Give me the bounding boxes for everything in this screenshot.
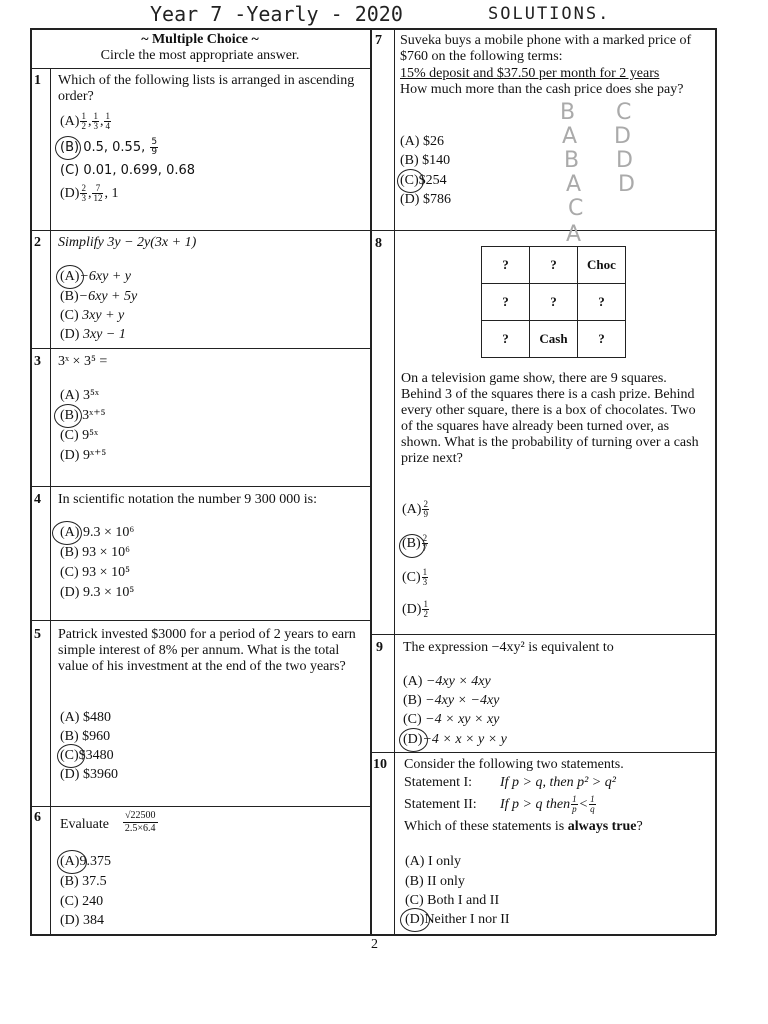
- statement-1-label: Statement I:: [404, 775, 473, 790]
- grid-cell: ?: [482, 284, 530, 321]
- option-c: (C) −4 × xy × xy: [403, 712, 500, 727]
- option-b: (B) $\frac{2}{7}$: [402, 533, 428, 554]
- margin-note: A: [562, 124, 578, 149]
- fraction: $\frac{1}{p}$: [572, 794, 577, 815]
- fraction: $\frac{1}{4}$: [105, 111, 110, 132]
- option-d: (D)−4 × x × y × y: [403, 732, 507, 747]
- question-prompt: In scientific notation the number 9 300 000 is:: [58, 492, 317, 507]
- margin-note: D: [614, 124, 631, 149]
- table-border-left: [30, 28, 32, 935]
- row-separator: [30, 486, 370, 487]
- question-number: 6: [34, 810, 41, 825]
- expression-fraction: √22500 2.5×6.4: [124, 810, 156, 834]
- option-a: (A) $\frac{1}{2}$ , $\frac{1}{3}$ , $\frac{1}{4}$: [60, 111, 110, 132]
- question-number: 9: [376, 640, 383, 655]
- option-a: (A) 9.3 × 10⁶: [60, 525, 135, 540]
- option-c: (C) 93 × 10⁵: [60, 565, 130, 580]
- option-c: [60, 161, 195, 180]
- margin-note: A: [566, 172, 582, 197]
- fraction: $\frac{1}{3}$: [422, 567, 428, 588]
- question-prompt: On a television game show, there are 9 squares. Behind 3 of the squares there is a cash prize. Behind every other square, there is a box of chocolates. Two of the squares have already been turned over, as shown. What is the probability of turning over a cash prize next?: [401, 371, 699, 466]
- grid-cell: ?: [530, 247, 578, 284]
- option-a: (A) $\frac{2}{9}$: [402, 499, 428, 520]
- grid-cell: Cash: [530, 321, 578, 358]
- row-separator: [30, 230, 370, 231]
- left-number-divider: [50, 68, 51, 934]
- row-separator: [370, 752, 716, 753]
- question-number: 1: [34, 73, 41, 88]
- option-a: (A) $480: [60, 710, 111, 725]
- grid-cell: ?: [530, 284, 578, 321]
- question-prompt: Patrick invested $3000 for a period of 2 years to earn simple interest of 8% per annum. What is the total value of his investment at the end of the two years?: [58, 627, 356, 674]
- row-separator: [30, 806, 370, 807]
- fraction: $\frac{2}{7}$: [422, 533, 428, 554]
- option-d: (D) 3xy − 1: [60, 327, 126, 342]
- answer-circle: [56, 265, 84, 289]
- question-prompt: 3ˣ × 3⁵ =: [58, 354, 108, 369]
- question-prompt: Consider the following two statements.: [404, 757, 624, 772]
- question-prompt: Which of the following lists is arranged in ascending order?: [58, 73, 355, 104]
- answer-circle: [57, 744, 85, 768]
- question-number: 2: [34, 235, 41, 250]
- row-separator: [370, 230, 716, 231]
- option-b: (B) $960: [60, 729, 111, 744]
- option-c: (C) 3xy + y: [60, 308, 125, 323]
- question-prompt-2: Which of these statements is always true?: [404, 819, 643, 834]
- row-separator: [370, 634, 716, 635]
- fraction: $\frac{5}{9}$: [151, 137, 158, 157]
- margin-note: B: [560, 100, 576, 125]
- option-c: (C)$3480: [60, 748, 114, 763]
- option-a: (A)−6xy + y: [60, 269, 131, 284]
- option-d: (D) 9ˣ⁺⁵: [60, 448, 107, 463]
- table-border-bottom: [30, 934, 716, 936]
- center-divider: [370, 28, 372, 935]
- option-b: (B)−6xy + 5y: [60, 289, 138, 304]
- question-prompt-2: How much more than the cash price does she pay?: [400, 82, 684, 97]
- margin-note: C: [616, 100, 632, 125]
- option-text: 0.5, 0.55,: [83, 140, 146, 155]
- margin-note: A: [566, 222, 582, 247]
- page-subtitle: SOLUTIONS.: [488, 4, 611, 24]
- option-letter: (C): [60, 163, 80, 178]
- margin-note: B: [564, 148, 580, 173]
- statement-2-label: Statement II:: [404, 797, 477, 812]
- option-d: (D)Neither I nor II: [405, 912, 510, 927]
- answer-circle: [397, 169, 424, 193]
- question-prompt: Suveka buys a mobile phone with a marked price of $760 on the following terms:: [400, 33, 692, 64]
- question-terms: 15% deposit and $37.50 per month for 2 years: [400, 66, 660, 81]
- option-d: (D) $3960: [60, 767, 118, 782]
- fraction: $\frac{2}{3}$: [81, 183, 86, 204]
- answer-circle: [54, 404, 82, 428]
- margin-note: C: [568, 196, 584, 221]
- option-d: (D) 9.3 × 10⁵: [60, 585, 135, 600]
- question-number: 8: [375, 236, 382, 251]
- question-number: 3: [34, 354, 41, 369]
- question-prompt: Simplify 3y − 2y(3x + 1): [58, 235, 197, 250]
- grid-cell: ?: [578, 284, 626, 321]
- row-separator: [30, 68, 370, 69]
- option-b: (B) $140: [400, 153, 451, 168]
- margin-note: D: [616, 148, 633, 173]
- option-b: (B) 93 × 10⁶: [60, 545, 130, 560]
- fraction: $\frac{1}{2}$: [81, 111, 86, 132]
- option-d: (D) $\frac{2}{3}$ , $\frac{7}{12}$ , 1: [60, 183, 119, 204]
- option-b: (B) 37.5: [60, 874, 107, 889]
- option-d: (D) $\frac{1}{2}$: [402, 599, 428, 620]
- game-grid: [481, 246, 626, 358]
- fraction: $\frac{2}{9}$: [423, 499, 428, 520]
- option-a: (A) $26: [400, 134, 444, 149]
- question-prompt: The expression −4xy² is equivalent to: [403, 640, 614, 655]
- answer-circle: [57, 850, 87, 874]
- fraction: $\frac{7}{12}$: [93, 183, 103, 204]
- answer-circle: [55, 136, 81, 160]
- option-b: (B) −4xy × −4xy: [403, 693, 500, 708]
- option-a: (A)9.375: [60, 854, 111, 869]
- fraction: $\frac{1}{3}$: [93, 111, 98, 132]
- table-border-right: [715, 28, 717, 935]
- question-prompt: Evaluate: [60, 817, 109, 832]
- option-d: (D) $786: [400, 192, 451, 207]
- option-b: (B) 3ˣ⁺⁵: [60, 408, 106, 423]
- grid-cell: Choc: [578, 247, 626, 284]
- fraction: $\frac{1}{2}$: [423, 599, 428, 620]
- margin-note: D: [618, 172, 635, 197]
- fraction: $\frac{1}{q}$: [590, 794, 595, 815]
- option-b: (B) II only: [405, 874, 465, 889]
- answer-circle: [52, 521, 82, 545]
- grid-cell: ?: [482, 321, 530, 358]
- answer-circle: [399, 728, 428, 752]
- option-c: (C) 240: [60, 894, 104, 909]
- answer-circle: [399, 534, 425, 558]
- option-c: (C) 9⁵ˣ: [60, 428, 99, 443]
- question-number: 4: [34, 492, 41, 507]
- question-number: 5: [34, 627, 41, 642]
- option-a: (A) 3⁵ˣ: [60, 388, 99, 403]
- section-title: ~ Multiple Choice ~: [141, 32, 259, 47]
- statement-1: If p > q, then p² > q²: [500, 775, 616, 790]
- option-a: (A) I only: [405, 854, 461, 869]
- option-letter: (B): [60, 140, 80, 155]
- page-title: Year 7 -Yearly - 2020: [150, 2, 403, 26]
- page-number: 2: [371, 937, 378, 952]
- option-a: (A) −4xy × 4xy: [403, 674, 491, 689]
- row-separator: [30, 620, 370, 621]
- statement-2: If p > q then $\frac{1}{p}$ < $\frac{1}{q}$: [500, 794, 595, 815]
- row-separator: [30, 348, 370, 349]
- option-text: 0.01, 0.699, 0.68: [83, 163, 196, 178]
- section-instruction: Circle the most appropriate answer.: [100, 48, 300, 63]
- option-c: (C) Both I and II: [405, 893, 500, 908]
- answer-circle: [400, 908, 430, 932]
- grid-cell: ?: [578, 321, 626, 358]
- option-d: (D) 384: [60, 913, 104, 928]
- option-c: (C)$254: [400, 173, 447, 188]
- question-number: 7: [375, 33, 382, 48]
- option-c: (C) $\frac{1}{3}$: [402, 567, 428, 588]
- right-number-divider: [394, 28, 395, 935]
- table-border-top: [30, 28, 716, 30]
- question-number: 10: [373, 757, 387, 772]
- option-letter: (A): [60, 114, 80, 129]
- grid-cell: ?: [482, 247, 530, 284]
- option-letter: (D): [60, 186, 80, 201]
